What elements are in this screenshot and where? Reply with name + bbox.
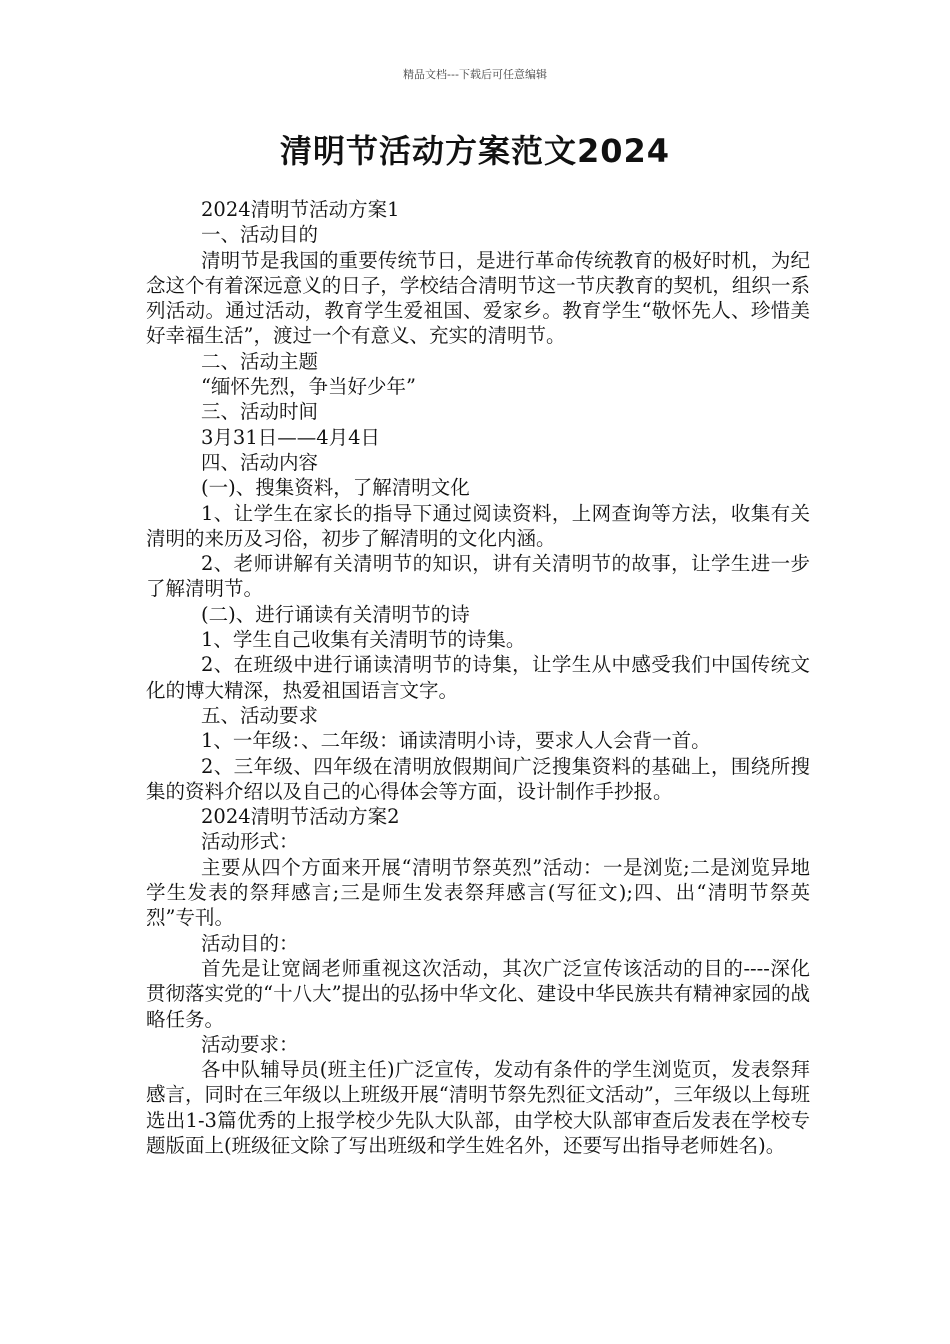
paragraph: 2、在班级中进行诵读清明节的诗集，让学生从中感受我们中国传统文化的博大精深，热爱祖国语言文字。: [146, 653, 810, 702]
paragraph: 清明节是我国的重要传统节日，是进行革命传统教育的极好时机，为纪念这个有着深远意义的日子，学校结合清明节这一节庆教育的契机，组织一系列活动。通过活动，教育学生爱祖国、爱家乡。教育学生“敬怀先人、珍惜美好幸福生活”，渡过一个有意义、充实的清明节。: [146, 248, 810, 348]
page-header: 精品文档---下载后可任意编辑: [403, 68, 547, 81]
paragraph: 首先是让宽阔老师重视这次活动，其次广泛宣传该活动的目的----深化贯彻落实党的“十八大”提出的弘扬中华文化、建设中华民族共有精神家园的战略任务。: [146, 956, 810, 1031]
document-title: 清明节活动方案范文2024: [279, 132, 671, 170]
paragraph: 2024清明节活动方案1: [201, 198, 400, 221]
paragraph: 2024清明节活动方案2: [201, 805, 400, 829]
paragraph: 2、老师讲解有关清明节的知识，讲有关清明节的故事，让学生进一步了解清明节。: [146, 552, 810, 601]
paragraph: 主要从四个方面来开展“清明节祭英烈”活动：一是浏览;二是浏览异地学生发表的祭拜感言;三是师生发表祭拜感言(写征文);四、出“清明节祭英烈”专刊。: [146, 855, 810, 930]
paragraph: 各中队辅导员(班主任)广泛宣传，发动有条件的学生浏览页，发表祭拜感言，同时在三年级以上班级开展“清明节祭先烈征文活动”，三年级以上每班选出1-3篇优秀的上报学校少先队大队部，由学校大队部审查后发表在学校专题版面上(班级征文除了写出班级和学生姓名外，还要写出指导老师姓名)。: [146, 1058, 810, 1157]
document-body: [146, 197, 810, 1158]
paragraph: 2、三年级、四年级在清明放假期间广泛搜集资料的基础上，围绕所搜集的资料介绍以及自己的心得体会等方面，设计制作手抄报。: [146, 754, 810, 803]
paragraph: 1、让学生在家长的指导下通过阅读资料，上网查询等方法，收集有关清明的来历及习俗，初步了解清明的文化内涵。: [146, 501, 810, 550]
section-heading: 一、活动目的: [201, 223, 319, 247]
paragraph: 1、学生自己收集有关清明节的诗集。: [201, 628, 526, 652]
subsection-heading: (一)、搜集资料，了解清明文化: [201, 476, 470, 500]
section-heading: 二、活动主题: [201, 349, 319, 373]
subsection-heading: (二)、进行诵读有关清明节的诗: [201, 602, 470, 626]
paragraph: “缅怀先烈，争当好少年”: [201, 375, 416, 399]
section-heading: 活动要求：: [201, 1032, 299, 1056]
section-heading: 三、活动时间: [201, 400, 319, 424]
section-heading: 活动形式：: [201, 830, 299, 854]
section-heading: 四、活动内容: [201, 450, 319, 474]
paragraph: 3月31日——4月4日: [201, 425, 381, 449]
section-heading: 五、活动要求: [201, 703, 319, 727]
paragraph: 1、一年级：、二年级：诵读清明小诗，要求人人会背一首。: [201, 729, 711, 753]
section-heading: 活动目的：: [201, 931, 299, 955]
